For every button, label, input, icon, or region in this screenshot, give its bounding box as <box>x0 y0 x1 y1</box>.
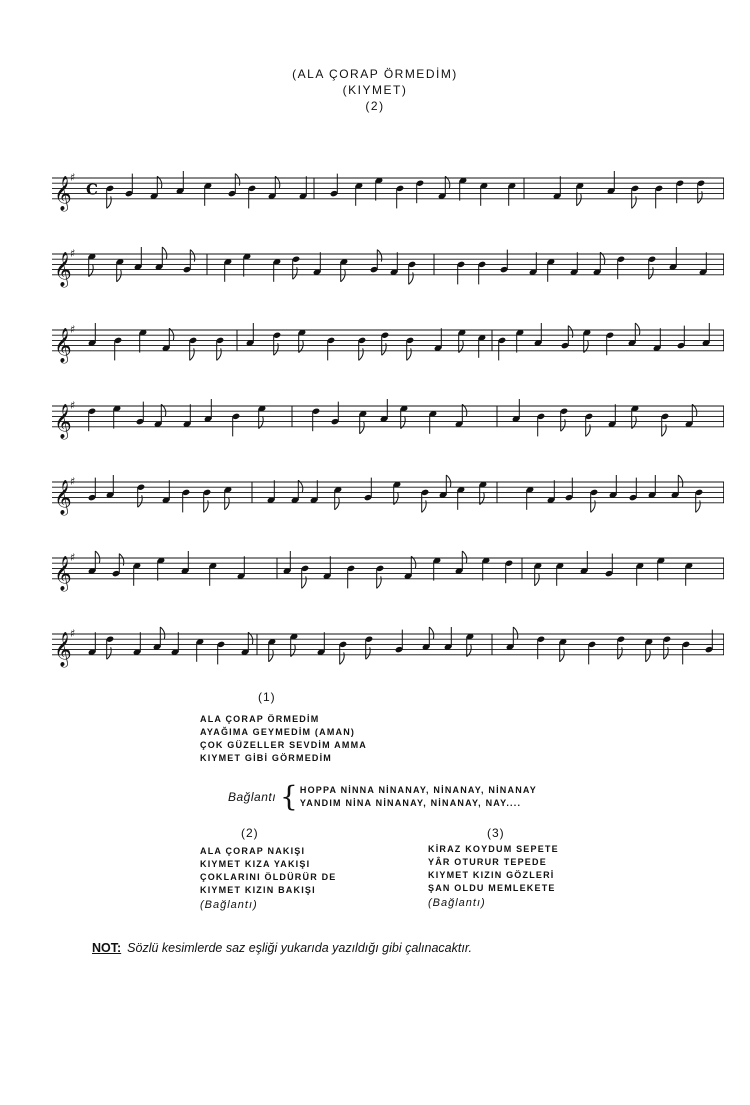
note-flag <box>269 650 274 662</box>
note-flag <box>678 475 683 487</box>
refrain-label: Bağlantı <box>228 790 277 804</box>
note-flag <box>366 647 371 659</box>
verse-1-line: ÇOK GÜZELLER SEVDİM AMMA <box>200 740 367 750</box>
note-flag <box>341 270 346 282</box>
music-score <box>52 150 724 680</box>
note-flag <box>646 650 651 662</box>
verse-2-line: KIYMET KIZA YAKIŞI <box>200 859 311 869</box>
note-flag <box>235 174 240 186</box>
footnote-text: Sözlü kesimlerde saz eşliği yukarıda yazıldığı gibi çalınacaktır. <box>127 941 473 955</box>
note-flag <box>618 647 623 659</box>
treble-clef-icon: 𝄞 <box>54 555 72 591</box>
note-flag <box>160 627 165 639</box>
note-flag <box>561 419 566 431</box>
note-flag <box>696 500 701 512</box>
song-title: (ALA ÇORAP ÖRMEDİM) <box>292 67 458 81</box>
note-flag <box>422 500 427 512</box>
note-flag <box>293 267 298 279</box>
title-block <box>0 66 750 114</box>
sharp-icon: ♯ <box>70 399 76 412</box>
treble-clef-icon: 𝄞 <box>54 403 72 439</box>
note-flag <box>635 323 640 335</box>
verse-1-line: KIYMET GİBİ GÖRMEDİM <box>200 753 332 763</box>
note-flag <box>662 424 667 436</box>
note-flag <box>162 247 167 259</box>
note-flag <box>649 267 654 279</box>
song-number: (2) <box>365 99 385 113</box>
note-flag <box>204 500 209 512</box>
note-flag <box>698 191 703 203</box>
verse-1-line: ALA ÇORAP ÖRMEDİM <box>200 714 320 724</box>
note-flag <box>462 551 467 563</box>
sharp-icon: ♯ <box>70 323 76 336</box>
note-flag <box>360 422 365 434</box>
note-flag <box>217 348 222 360</box>
footnote-label: NOT: <box>92 941 122 955</box>
note-flag <box>409 272 414 284</box>
note-flag <box>535 574 540 586</box>
note-flag <box>119 554 124 566</box>
note-flag <box>117 270 122 282</box>
refrain-line: YANDIM NİNA NİNANAY, NİNANAY, NAY.... <box>299 798 522 808</box>
verse-3-line: YÂR OTURUR TEPEDE <box>428 857 547 867</box>
verse-3-line: KİRAZ KOYDUM SEPETE <box>428 844 559 854</box>
verse-3-line: KIYMET KIZIN GÖZLERİ <box>428 870 555 880</box>
note-flag <box>446 475 451 487</box>
note-flag <box>340 652 345 664</box>
verse-2-line: KIYMET KIZIN BAKIŞI <box>200 885 316 895</box>
note-flag <box>429 627 434 639</box>
verse-2 <box>200 845 337 912</box>
note-flag <box>190 250 195 262</box>
note-flag <box>513 627 518 639</box>
song-subtitle: (KIYMET) <box>342 83 408 97</box>
note-flag <box>95 551 100 563</box>
note-flag <box>302 576 306 588</box>
note-flag <box>568 326 573 338</box>
note-flag <box>107 196 112 208</box>
verse-2-chorus-ref: (Bağlantı) <box>200 899 258 911</box>
verse-3-line: ŞAN OLDU MEMLEKETE <box>428 883 556 893</box>
note-flag <box>335 498 340 510</box>
note-flag <box>225 498 230 510</box>
verse-2-line: ALA ÇORAP NAKIŞI <box>200 846 306 856</box>
score-staves <box>52 150 724 680</box>
note-flag <box>377 250 382 262</box>
sharp-icon: ♯ <box>70 247 76 260</box>
note-flag <box>382 343 387 355</box>
note-flag <box>138 495 143 507</box>
verse-1-number: (1) <box>258 690 276 704</box>
verse-1 <box>200 713 367 765</box>
time-signature: C <box>86 180 98 199</box>
treble-clef-icon: 𝄞 <box>54 631 72 667</box>
verse-1-line: AYAĞIMA GEYMEDİM (AMAN) <box>200 727 356 737</box>
refrain-lines <box>300 784 537 810</box>
verse-3-number: (3) <box>487 826 505 840</box>
note-flag <box>586 424 591 436</box>
treble-clef-icon: 𝄞 <box>54 175 72 211</box>
note-flag <box>107 647 112 659</box>
verse-2-line: ÇOKLARINI ÖLDÜRÜR DE <box>200 872 337 882</box>
note-flag <box>274 343 279 355</box>
sharp-icon: ♯ <box>70 627 76 640</box>
verse-2-number: (2) <box>241 826 259 840</box>
verse-3 <box>428 843 559 910</box>
sharp-icon: ♯ <box>70 475 76 488</box>
verse-3-chorus-ref: (Bağlantı) <box>428 897 486 909</box>
note-flag <box>664 647 669 659</box>
note-flag <box>591 500 596 512</box>
note-flag <box>359 348 364 360</box>
refrain <box>228 780 537 813</box>
treble-clef-icon: 𝄞 <box>54 479 72 515</box>
sharp-icon: ♯ <box>70 551 76 564</box>
note-flag <box>577 194 582 206</box>
footnote <box>92 941 472 955</box>
refrain-line: HOPPA NİNNA NİNANAY, NİNANAY, NİNANAY <box>299 785 537 795</box>
sharp-icon: ♯ <box>70 171 76 184</box>
note-flag <box>632 196 637 208</box>
treble-clef-icon: 𝄞 <box>54 251 72 287</box>
note-flag <box>560 650 565 662</box>
note-flag <box>377 576 382 588</box>
note-flag <box>407 348 412 360</box>
note-flag <box>190 348 195 360</box>
treble-clef-icon: 𝄞 <box>54 327 72 363</box>
brace-icon: { <box>280 780 298 813</box>
